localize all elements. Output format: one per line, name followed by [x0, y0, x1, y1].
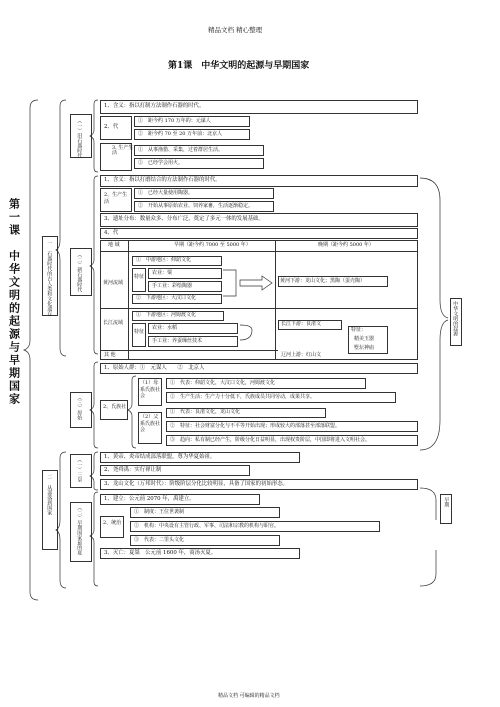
pat-label: （2）父系氏族社会	[140, 414, 161, 433]
cj-late-feat: 特征：	[351, 327, 367, 333]
pat-row2: ② 特征：社会财富分化与不平等开始出现；形成较大的部落甚至部落联盟。	[170, 423, 341, 429]
cj-low: ① 下游地区：河姆渡文化	[136, 312, 197, 318]
sec1-label: 一 石器时代的古人类和文化遗存	[46, 240, 53, 316]
new-stone-label: （二）新石器时代	[76, 252, 83, 292]
lesson-vertical-title: 第一课 中华文明的起源与早期国家	[7, 198, 21, 406]
new-row2b2: ② 开始从事原始农业、饲养家畜，生活逐渐稳定。	[138, 203, 254, 209]
page-header: 精品文档 精心整理	[208, 26, 263, 34]
old-row3-label: 3. 生产生活	[112, 145, 134, 157]
cj-late2: 精美玉器	[354, 336, 375, 342]
old-row3b1: ① 从事渔猎、采集，过着群居生活。	[138, 147, 224, 153]
new-row4: 4、代	[104, 230, 119, 236]
yangtze-label: 长江流域	[103, 320, 124, 326]
cj-craft: 手工业：养蚕缫丝技术	[152, 338, 203, 344]
cj-feat: 特征	[134, 329, 145, 335]
xia-row2b2: ② 机构：中央设有主管行政、军事、司法和宗教的机构与职官。	[134, 523, 280, 529]
sec3-label: 二 从部落到国家	[46, 474, 53, 515]
sh-row3: 3、龙山文化（万邦时代）：阶级阶层分化比较明显，具备了国家的初始形态。	[104, 481, 289, 487]
other-label: 其 他	[104, 352, 116, 358]
sanhuang-label: （一）三皇	[76, 457, 83, 482]
xia-row1: 1、建立：公元前 2070 年，禹建立。	[104, 496, 195, 502]
new-row2b1: ① 已经大量使用陶器。	[138, 190, 194, 196]
new-row1: 1、含义：指以打磨结合的方法制作石器的时代。	[104, 177, 221, 183]
xia-row2b1: ① 制度：王位世袭制	[134, 509, 185, 515]
yr-late: 黄河下游：龙山文化；黑陶（蛋壳陶）	[280, 278, 366, 284]
old-stone-label: （一）旧石器时代	[76, 118, 83, 158]
other-late: 辽河上游：红山文	[281, 352, 322, 358]
page-title: 第1课 中华文明的起源与早期国家	[168, 61, 310, 71]
mat-row2: ② 生产生活：生产力十分低下，氏族成员共同劳动，成果共享。	[170, 394, 316, 400]
yr-low: ② 下游地区：大汶口文化	[136, 295, 197, 301]
cj-late3: 墅坛神庙	[354, 345, 375, 351]
yr-craft: 手工业：彩绘陶器	[152, 283, 193, 289]
table-h-late: 晚期（距今约 5000 年）	[318, 242, 374, 248]
new-row3: 3、遗址分布：数量众多、分布广泛，奠定了多元一体的发展基础。	[104, 216, 264, 222]
new-row4-box	[100, 228, 418, 239]
old-row2b2: ② 距今约 70 至 20 万年前：北京人	[138, 131, 223, 137]
page-footer: 精品文档 可编辑的精品文档	[218, 693, 280, 699]
cj-agri: 农业：水稻	[152, 325, 178, 331]
table-h-region: 地 域	[108, 242, 120, 248]
old-row1: 1、含义：指以打制方法制作石器的时代。	[104, 103, 205, 109]
cj-late1: 长江下游：良渚文	[281, 321, 322, 327]
old-row2-label: 2、代	[104, 124, 119, 130]
yr-feat: 特征	[134, 274, 145, 280]
yellow-river-label: 黄河流域	[103, 280, 124, 286]
yr-mid: ① 中游地区：仰韶文化	[136, 257, 192, 263]
sec2-row1: 1、原始人群：① 元谋人 ② 北京人	[104, 365, 205, 371]
pat-row3: ③ 趋向：私有制已经产生，阶级分化日益明显，出现权贵阶层，中国即将进入文明社会。	[170, 437, 371, 443]
old-row2b1: ① 距今约 170 万年的：元谋人	[138, 118, 211, 124]
xia-row3: 3、灭亡：夏桀 公元前 1600 年，商汤灭夏。	[104, 550, 217, 556]
xia-row2-label: 2、统治	[103, 520, 122, 526]
yr-agri: 农业：粟	[152, 270, 173, 276]
mat-row1: ① 代表：仰韶文化，大汶口文化，河姆渡文化	[170, 380, 276, 386]
xia-row2b3: ③ 代表：二里头文化	[134, 537, 185, 543]
early-side-label: 早期	[443, 497, 450, 507]
clan-label: 2、氏族社	[103, 404, 127, 410]
old-row3b2: ② 已经学会用火。	[138, 160, 184, 166]
new-row2-label: 2、生产生活	[104, 192, 128, 205]
mat-label: （1）母系氏族社会	[140, 380, 161, 399]
xia-label: （二）早期国家最的夏	[76, 505, 83, 555]
sec2-label: （三）原始	[76, 395, 83, 420]
sh-row1: 1、黄帝、炎帝结成部落联盟，尊为华夏始祖。	[104, 454, 216, 460]
pat-row1: ① 代表：良渚文化，龙山文化	[170, 409, 241, 415]
table-h-early: 早期（距今约 7000 至 5000 年）	[174, 242, 251, 248]
origin-side-label: 中华文明的起源	[452, 301, 459, 336]
sh-row2: 2、尧舜禹：实行禅让制	[104, 467, 162, 473]
